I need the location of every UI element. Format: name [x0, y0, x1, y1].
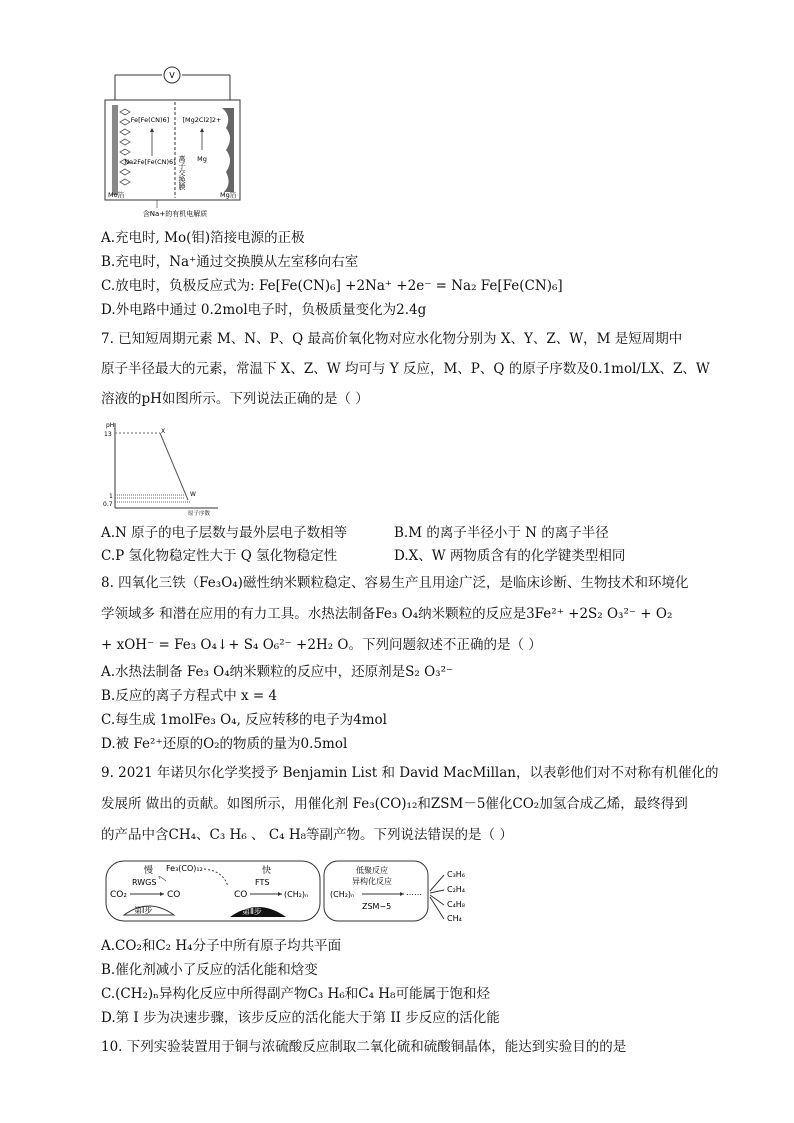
- catalyst-label: Fe₃(CO)₁₂: [166, 864, 203, 873]
- q8-option-b: B.反应的离子方程式中 x = 4: [101, 688, 278, 704]
- q7-option-b: B.M 的离子半径小于 N 的离子半径: [394, 525, 609, 541]
- slow-label: 慢: [144, 866, 154, 876]
- reaction-flow-diagram: [104, 853, 494, 933]
- q8-option-c: C.每生成 1molFe₃ O₄, 反应转移的电子为4mol: [101, 712, 387, 728]
- step1-label: 第Ⅰ步: [134, 906, 153, 915]
- q9-stem-line2: 发展所 做出的贡献。如图所示，用催化剂 Fe₃(CO)₁₂和ZSM－5催化CO₂加氢合成乙烯，最终得到: [101, 796, 688, 812]
- q7-stem-line3: 溶液的pH如图所示。下列说法正确的是（ ）: [101, 391, 369, 407]
- y-axis-label: pH: [106, 422, 115, 429]
- q9-stem-line1: 9. 2021 年诺贝尔化学奖授予 Benjamin List 和 David MacMillan，以表彰他们对不对称有机催化的: [101, 765, 719, 781]
- co2-label: CO₂: [110, 890, 127, 900]
- dots-label: ……: [406, 888, 422, 897]
- q10-stem-line1: 10. 下列实验装置用于铜与浓硫酸反应制取二氧化硫和硫酸铜晶体，能达到实验目的的是: [101, 1039, 627, 1055]
- q7-option-d: D.X、W 两物质含有的化学键类型相同: [394, 548, 626, 564]
- series-label-x: X: [161, 428, 166, 435]
- left-top-species: Fe[Fe(CN)6]: [130, 116, 170, 124]
- product-c3h6: C₃H₆: [447, 870, 466, 879]
- product-c2h4: C₂H₄: [447, 885, 466, 894]
- q9-option-b: B.催化剂减小了反应的活化能和焓变: [101, 962, 318, 978]
- right-top-species: [Mg2Cl2]2+: [182, 116, 222, 124]
- left-bottom-species: Na2Fe[Fe(CN)6]: [124, 158, 176, 166]
- y-tick-07: 0.7: [103, 501, 113, 508]
- fast-label: 快: [262, 866, 272, 876]
- rwgs-label: RWGS: [132, 878, 157, 887]
- product-c4h8: C₄H₈: [447, 900, 466, 909]
- zsm-label: ZSM−5: [362, 902, 392, 911]
- q9-option-d: D.第 I 步为决速步骤，该步反应的活化能大于第 II 步反应的活化能: [101, 1010, 500, 1026]
- q9-option-a: A.CO₂和C₂ H₄分子中所有原子均共平面: [101, 938, 342, 954]
- q7-stem-line2: 原子半径最大的元素，常温下 X、Z、W 均可与 Y 反应，M、P、Q 的原子序数及0.1mol/LX、Z、W: [101, 361, 710, 377]
- right-bottom-species: Mg: [197, 155, 207, 163]
- ph-chart: [100, 418, 220, 518]
- co-label-a: CO: [167, 890, 181, 900]
- y-tick-13: 13: [104, 431, 112, 438]
- right-electrode-label: Mg箔: [220, 191, 237, 199]
- isomer-label: 异构化反应: [352, 877, 392, 886]
- y-tick-1: 1: [109, 493, 113, 500]
- q9-option-c: C.(CH₂)ₙ异构化反应中所得副产物C₃ H₆和C₄ H₈可能属于饱和烃: [101, 986, 490, 1002]
- q8-option-d: D.被 Fe²⁺还原的O₂的物质的量为0.5mol: [101, 736, 348, 752]
- x-axis-label: 原子序数: [188, 511, 211, 517]
- q7-option-c: C.P 氢化物稳定性大于 Q 氢化物稳定性: [101, 548, 338, 564]
- voltmeter-label: V: [169, 71, 175, 80]
- left-electrode-label: Mo箔: [108, 191, 125, 199]
- membrane-label: 离子交换膜: [178, 155, 186, 190]
- step2-label: 第Ⅱ步: [242, 907, 262, 916]
- q8-stem-line2: 学领域多 和潜在应用的有力工具。水热法制备Fe₃ O₄纳米颗粒的反应是3Fe²⁺ +2S₂ O₃²⁻ + O₂: [101, 606, 673, 622]
- q6-option-b: B.充电时，Na⁺通过交换膜从左室移向右室: [101, 254, 359, 270]
- ch2n-label: (CH₂)ₙ: [284, 890, 309, 899]
- co-label-b: CO: [234, 890, 248, 900]
- low-poly-label: 低聚反应: [356, 866, 388, 875]
- battery-diagram: [100, 60, 250, 220]
- electrolyte-label: 含Na+的有机电解质: [142, 210, 208, 218]
- q8-stem-line3: + xOH⁻ = Fe₃ O₄↓+ S₄ O₆²⁻ +2H₂ O。下列问题叙述不正确的是（ ）: [101, 637, 542, 653]
- q6-option-c: C.放电时，负极反应式为: Fe[Fe(CN)₆] +2Na⁺ +2e⁻ = Na₂ Fe[Fe(CN)₆]: [101, 278, 563, 294]
- q6-option-d: D.外电路中通过 0.2mol电子时，负极质量变化为2.4g: [101, 302, 427, 318]
- q8-stem-line1: 8. 四氧化三铁（Fe₃O₄)磁性纳米颗粒稳定、容易生产且用途广泛，是临床诊断、生物技术和环境化: [101, 575, 689, 591]
- q8-option-a: A.水热法制备 Fe₃ O₄纳米颗粒的反应中，还原剂是S₂ O₃²⁻: [101, 664, 454, 680]
- fts-label: FTS: [255, 878, 270, 887]
- ch2n2-label: (CH₂)ₙ: [330, 890, 355, 899]
- q9-stem-line3: 的产品中含CH₄、C₃ H₆ 、 C₄ H₈等副产物。下列说法错误的是（ ）: [101, 827, 513, 843]
- product-ch4: CH₄: [447, 914, 462, 923]
- q7-option-a: A.N 原子的电子层数与最外层电子数相等: [101, 525, 348, 541]
- series-label-w: W: [190, 491, 196, 498]
- q6-option-a: A.充电时, Mo(钼)箔接电源的正极: [101, 230, 305, 246]
- q7-stem-line1: 7. 已知短周期元素 M、N、P、Q 最高价氧化物对应水化物分别为 X、Y、Z、W，M 是短周期中: [101, 331, 683, 347]
